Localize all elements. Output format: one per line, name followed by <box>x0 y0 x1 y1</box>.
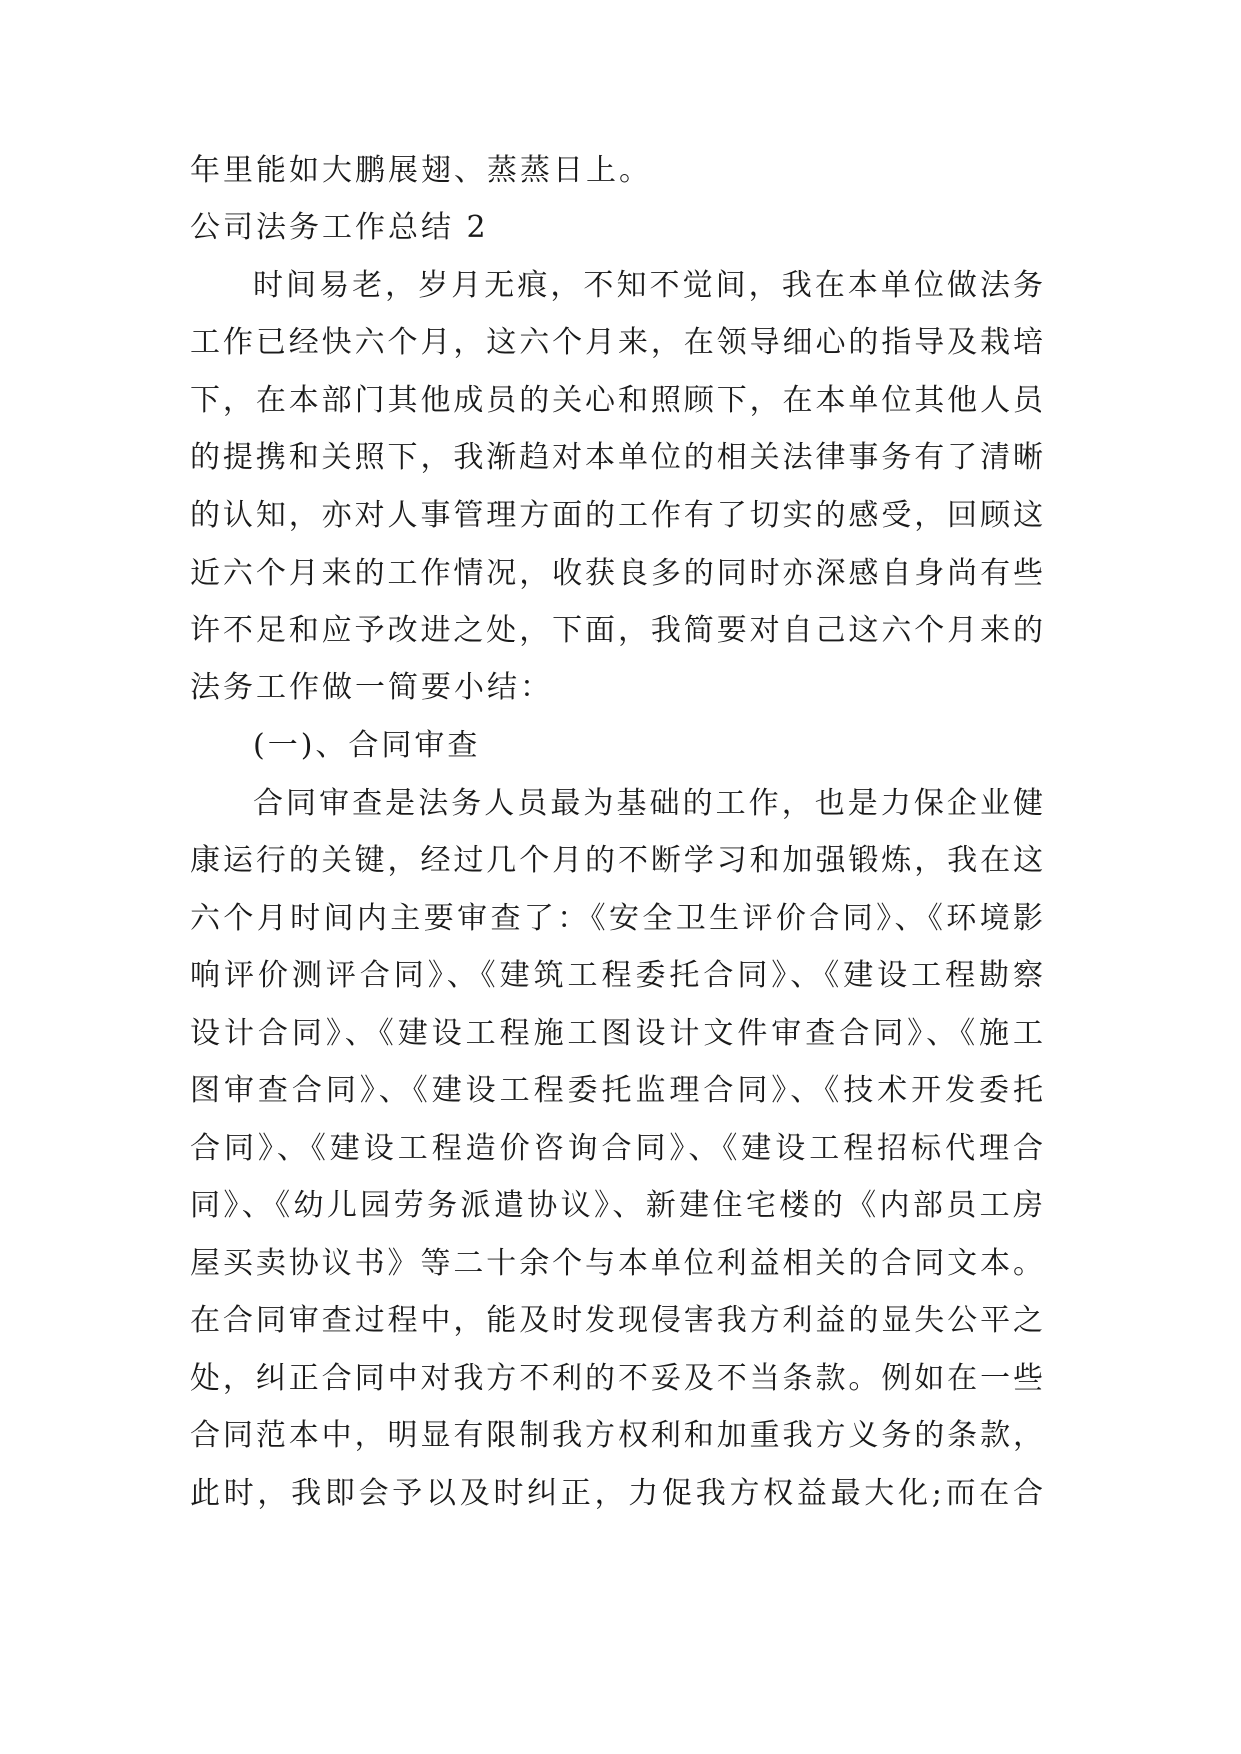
paragraph-line: 合同审查是法务人员最为基础的工作，也是力保企业健 <box>253 786 1043 821</box>
paragraph-line: 工作已经快六个月，这六个月来，在领导细心的指导及栽培 <box>190 325 1043 360</box>
paragraph-line: 设计合同》、《建设工程施工图设计文件审查合同》、《施工 <box>190 1016 1043 1051</box>
paragraph-line: 合同范本中，明显有限制我方权利和加重我方义务的条款， <box>190 1418 1043 1453</box>
text-line-continuation: 年里能如大鹏展翅、蒸蒸日上。 <box>190 153 652 188</box>
paragraph-line: 此时，我即会予以及时纠正，力促我方权益最大化;而在合 <box>190 1476 1043 1511</box>
paragraph-line: 许不足和应予改进之处，下面，我简要对自己这六个月来的 <box>190 613 1043 648</box>
subsection-heading: (一)、合同审查 <box>253 728 481 763</box>
section-title: 公司法务工作总结 2 <box>190 210 489 245</box>
paragraph-line: 康运行的关键，经过几个月的不断学习和加强锻炼，我在这 <box>190 843 1043 878</box>
paragraph-line: 下，在本部门其他成员的关心和照顾下，在本单位其他人员 <box>190 383 1043 418</box>
paragraph-line: 处，纠正合同中对我方不利的不妥及不当条款。例如在一些 <box>190 1361 1043 1396</box>
paragraph-line: 同》、《幼儿园劳务派遣协议》、新建住宅楼的《内部员工房 <box>190 1188 1043 1223</box>
paragraph-line: 图审查合同》、《建设工程委托监理合同》、《技术开发委托 <box>190 1073 1043 1108</box>
paragraph-line: 六个月时间内主要审查了：《安全卫生评价合同》、《环境影 <box>190 901 1043 936</box>
paragraph-line: 屋买卖协议书》等二十余个与本单位利益相关的合同文本。 <box>190 1246 1043 1281</box>
paragraph-line: 响评价测评合同》、《建筑工程委托合同》、《建设工程勘察 <box>190 958 1043 993</box>
paragraph-line: 时间易老，岁月无痕，不知不觉间，我在本单位做法务 <box>253 268 1043 303</box>
paragraph-line: 的认知，亦对人事管理方面的工作有了切实的感受，回顾这 <box>190 498 1043 533</box>
paragraph-line-last: 法务工作做一简要小结： <box>190 670 553 705</box>
paragraph-line: 近六个月来的工作情况，收获良多的同时亦深感自身尚有些 <box>190 556 1043 591</box>
paragraph-line: 合同》、《建设工程造价咨询合同》、《建设工程招标代理合 <box>190 1131 1043 1166</box>
paragraph-line: 的提携和关照下，我渐趋对本单位的相关法律事务有了清晰 <box>190 440 1043 475</box>
paragraph-line: 在合同审查过程中，能及时发现侵害我方利益的显失公平之 <box>190 1303 1043 1338</box>
